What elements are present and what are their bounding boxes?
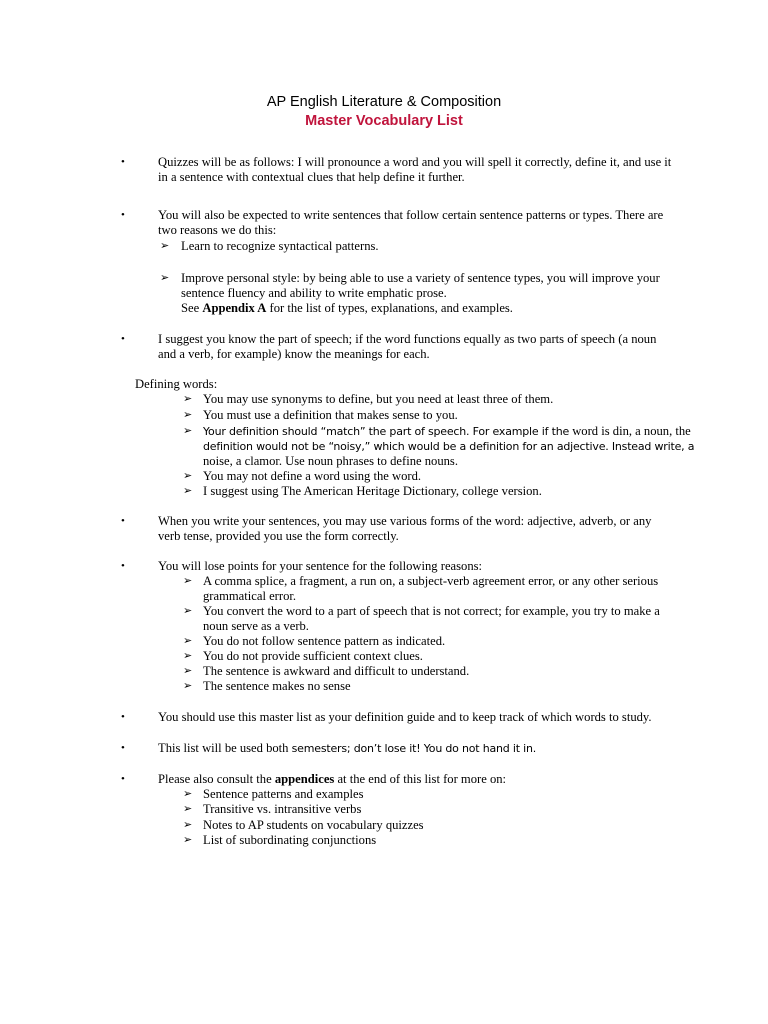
lose-reason-1-line1: A comma splice, a fragment, a run on, a subject-verb agreement error, or any other serious bbox=[203, 574, 659, 588]
bullet-icon: • bbox=[121, 711, 125, 723]
reason-syntactical: Learn to recognize syntactical patterns. bbox=[181, 239, 379, 253]
sentence-patterns-text-line1: You will also be expected to write sentences that follow certain sentence patterns or types. There are bbox=[158, 208, 664, 222]
arrow-bullet-icon: ➢ bbox=[183, 650, 193, 662]
quiz-format-text: Quizzes will be as follows: I will pronounce a word and you will spell it correctly, define it, and use it in a sentence with contextual clues that help define it further. bbox=[158, 155, 672, 184]
defining-item-1: You may use synonyms to define, but you need at least three of them. bbox=[203, 392, 554, 406]
document-title: AP English Literature & Composition bbox=[266, 94, 502, 110]
appendix-item-2: Transitive vs. intransitive verbs bbox=[203, 802, 362, 816]
arrow-bullet-icon: ➢ bbox=[183, 470, 193, 482]
defining-item-3-line2: definition would not be “noisy,” which would be a definition for an adjective. Instead write, a bbox=[203, 440, 695, 453]
defining-item-4: You may not define a word using the word. bbox=[203, 469, 422, 483]
arrow-bullet-icon: ➢ bbox=[183, 575, 193, 587]
bullet-icon: • bbox=[121, 742, 125, 754]
lose-reason-5: The sentence is awkward and difficult to understand. bbox=[203, 664, 470, 678]
arrow-bullet-icon: ➢ bbox=[183, 393, 193, 405]
lose-reason-6: The sentence makes no sense bbox=[203, 679, 351, 693]
bullet-icon: • bbox=[121, 333, 125, 345]
lose-reason-1-line2: grammatical error. bbox=[203, 589, 297, 603]
document-subtitle: Master Vocabulary List bbox=[305, 113, 463, 129]
appendix-item-3: Notes to AP students on vocabulary quizzes bbox=[203, 818, 424, 832]
defining-item-3-line3: noise, a clamor. Use noun phrases to define nouns. bbox=[203, 454, 458, 468]
bullet-icon: • bbox=[121, 773, 125, 785]
reason-style-line1: Improve personal style: by being able to use a variety of sentence types, you will improve your bbox=[181, 271, 660, 285]
arrow-bullet-icon: ➢ bbox=[183, 605, 193, 617]
both-semesters-note: This list will be used both semesters; don’t lose it! You do not hand it in. bbox=[158, 741, 537, 755]
arrow-bullet-icon: ➢ bbox=[183, 803, 193, 815]
arrow-bullet-icon: ➢ bbox=[183, 635, 193, 647]
bullet-icon: • bbox=[121, 560, 125, 572]
arrow-bullet-icon: ➢ bbox=[160, 272, 170, 284]
appendix-item-1: Sentence patterns and examples bbox=[203, 787, 364, 801]
arrow-bullet-icon: ➢ bbox=[183, 485, 193, 497]
defining-words-heading: Defining words: bbox=[135, 377, 218, 391]
appendices-note: Please also consult the appendices at the end of this list for more on: bbox=[158, 772, 507, 786]
defining-item-3-line1: Your definition should “match” the part of speech. For example if the word is din, a noun, the bbox=[203, 424, 691, 438]
word-forms-line2: verb tense, provided you use the form correctly. bbox=[158, 529, 399, 543]
master-list-guide: You should use this master list as your definition guide and to keep track of which words to study. bbox=[158, 710, 652, 724]
bullet-icon: • bbox=[121, 156, 125, 168]
arrow-bullet-icon: ➢ bbox=[183, 788, 193, 800]
appendix-item-4: List of subordinating conjunctions bbox=[203, 833, 377, 847]
bullet-icon: • bbox=[121, 515, 125, 527]
arrow-bullet-icon: ➢ bbox=[183, 665, 193, 677]
lose-reason-3: You do not follow sentence pattern as indicated. bbox=[203, 634, 446, 648]
arrow-bullet-icon: ➢ bbox=[183, 834, 193, 846]
lose-reason-2-line1: You convert the word to a part of speech that is not correct; for example, you try to make a bbox=[203, 604, 660, 618]
defining-item-2: You must use a definition that makes sense to you. bbox=[203, 408, 458, 422]
appendix-a-note: See Appendix A for the list of types, explanations, and examples. bbox=[181, 301, 513, 315]
lose-reason-2-line2: noun serve as a verb. bbox=[203, 619, 309, 633]
lose-points-heading: You will lose points for your sentence for the following reasons: bbox=[158, 559, 483, 573]
arrow-bullet-icon: ➢ bbox=[183, 680, 193, 692]
defining-item-5: I suggest using The American Heritage Dictionary, college version. bbox=[203, 484, 542, 498]
bullet-icon: • bbox=[121, 209, 125, 221]
part-of-speech-line1: I suggest you know the part of speech; if the word functions equally as two parts of speech (a noun bbox=[158, 332, 657, 346]
arrow-bullet-icon: ➢ bbox=[160, 240, 170, 252]
arrow-bullet-icon: ➢ bbox=[183, 819, 193, 831]
arrow-bullet-icon: ➢ bbox=[183, 425, 193, 437]
reason-style-line2: sentence fluency and ability to write emphatic prose. bbox=[181, 286, 447, 300]
word-forms-line1: When you write your sentences, you may use various forms of the word: adjective, adverb, or any bbox=[158, 514, 652, 528]
part-of-speech-line2: and a verb, for example) know the meanings for each. bbox=[158, 347, 430, 361]
lose-reason-4: You do not provide sufficient context clues. bbox=[203, 649, 423, 663]
sentence-patterns-text-line2: two reasons we do this: bbox=[158, 223, 277, 237]
arrow-bullet-icon: ➢ bbox=[183, 409, 193, 421]
